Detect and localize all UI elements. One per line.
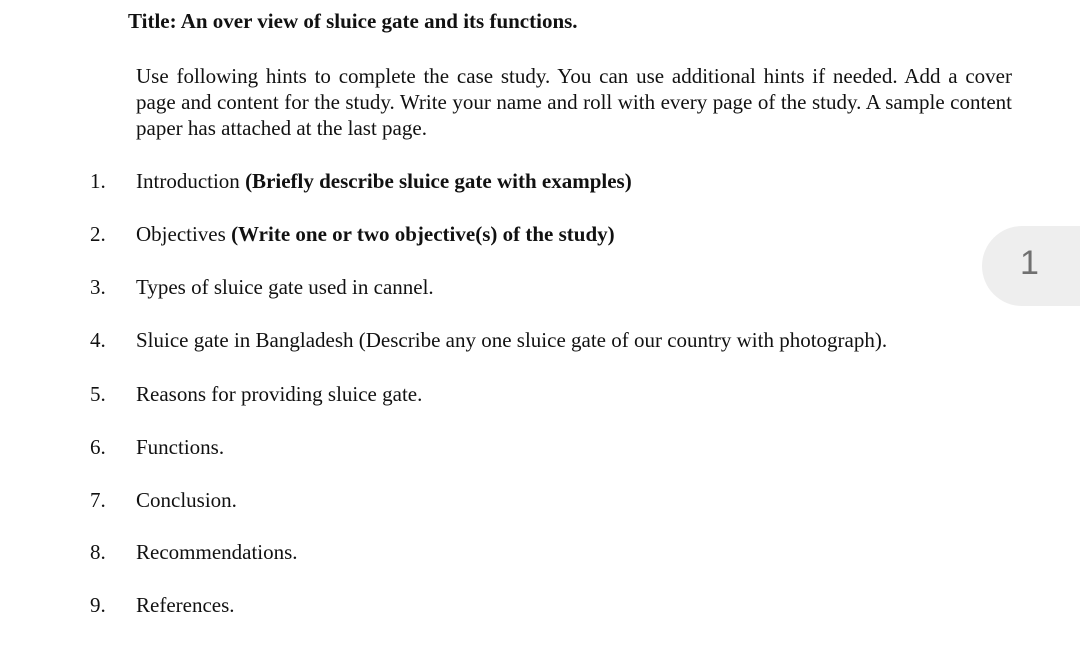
list-item-number: 8. <box>90 540 106 564</box>
list-item-number: 1. <box>90 169 106 193</box>
list-item-number: 7. <box>90 488 106 512</box>
list-item-number: 3. <box>90 275 106 299</box>
list-item-number: 2. <box>90 222 106 246</box>
document-title: Title: An over view of sluice gate and its functions. <box>128 9 578 33</box>
page-number-label: 1 <box>1020 244 1039 282</box>
page-number-indicator[interactable] <box>982 226 1080 306</box>
list-item-number: 6. <box>90 435 106 459</box>
list-item-text <box>136 168 632 194</box>
list-item-label: References. <box>136 593 235 617</box>
list-item-label: Reasons for providing sluice gate. <box>136 382 423 406</box>
list-item-bold-note: (Write one or two objective(s) of the study) <box>231 222 615 246</box>
list-item-bold-note: (Briefly describe sluice gate with examples) <box>245 169 632 193</box>
list-item-label: Introduction <box>136 169 240 193</box>
list-item-label: Types of sluice gate used in cannel. <box>136 275 434 299</box>
list-item-label: Conclusion. <box>136 488 237 512</box>
list-item-label: Objectives <box>136 222 226 246</box>
list-item-label: Functions. <box>136 435 225 459</box>
instructions-paragraph: Use following hints to complete the case study. You can use additional hints if needed. Add a cover page and content for the study. Write your name and roll with every page of the study. A sample content paper has attached at the last page. <box>136 64 1012 140</box>
list-item-number: 5. <box>90 382 106 406</box>
list-item-number: 4. <box>90 328 106 352</box>
list-item-number: 9. <box>90 593 106 617</box>
list-item-label: Sluice gate in Bangladesh (Describe any one sluice gate of our country with photograph). <box>136 328 888 352</box>
list-item-text <box>136 221 615 247</box>
list-item-label: Recommendations. <box>136 540 298 564</box>
